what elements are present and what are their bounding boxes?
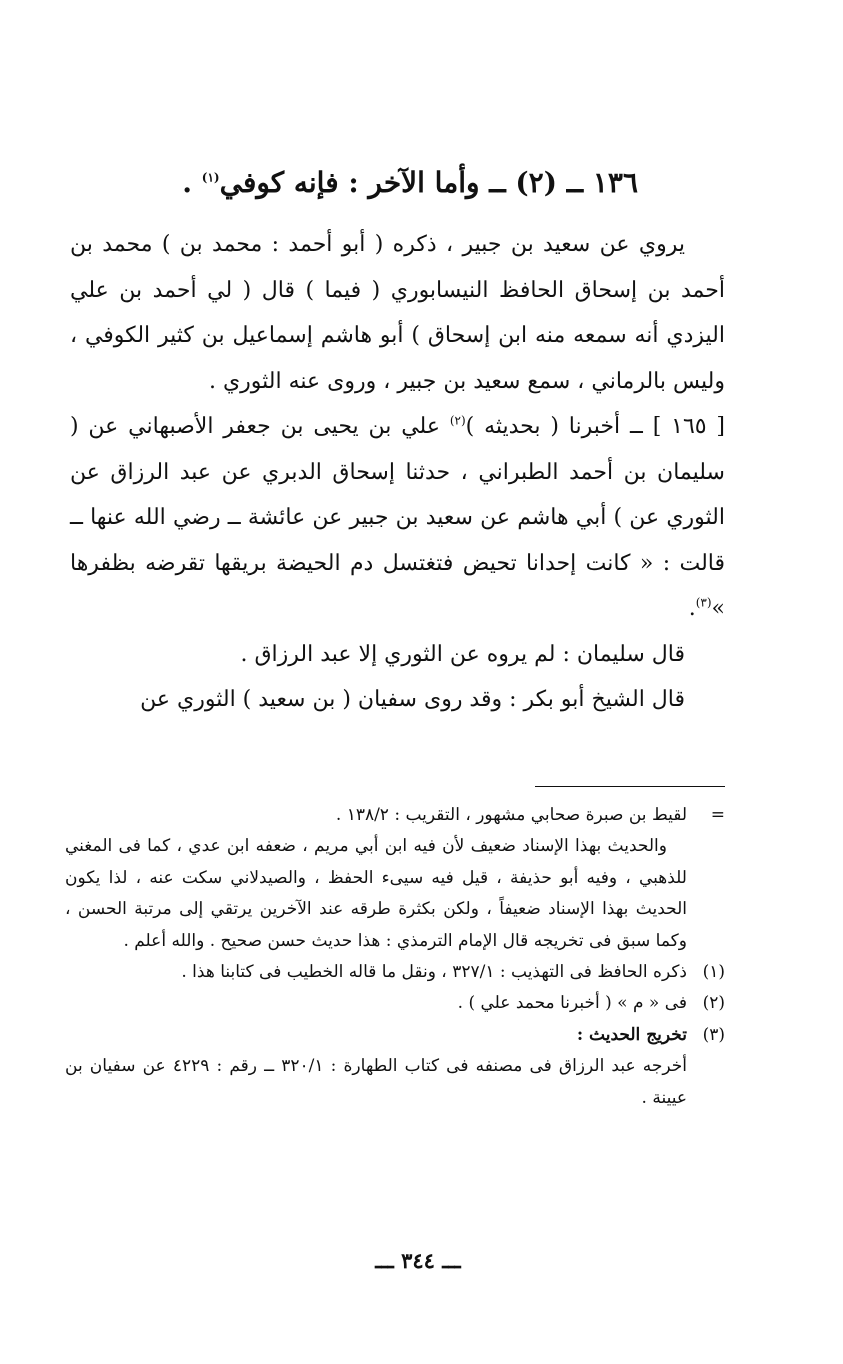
footnote-3 bbox=[65, 1020, 725, 1051]
footnote-3-takhrij: أخرجه عبد الرزاق فى مصنفه فى كتاب الطهارة : ٣٢٠/١ ــ رقم : ٤٢٢٩ عن سفيان بن عيينة . bbox=[65, 1056, 687, 1108]
paragraph-hadith bbox=[70, 404, 725, 632]
footnote-1 bbox=[65, 957, 725, 988]
footnote-1-text: ذكره الحافظ فى التهذيب : ٣٢٧/١ ، ونقل ما قاله الخطيب فى كتابنا هذا . bbox=[181, 962, 687, 983]
hadith-end: . bbox=[688, 596, 696, 621]
footnote-ref-3: (٣) bbox=[695, 595, 712, 610]
footnotes bbox=[65, 800, 725, 1114]
paragraph-sulayman: قال سليمان : لم يروه عن الثوري إلا عبد الرزاق . bbox=[240, 641, 685, 667]
footnote-3-title: تخريج الحديث : bbox=[576, 1024, 687, 1045]
footnote-2-text: فى « م » ( أخبرنا محمد علي ) . bbox=[457, 993, 687, 1014]
footnote-ref-2: (٢) bbox=[449, 413, 466, 428]
continuation-mark: = bbox=[710, 805, 725, 825]
heading-end: . bbox=[182, 166, 202, 199]
hadith-intro: [ ١٦٥ ] ــ أخبرنا ( بحديثه ) bbox=[465, 414, 726, 439]
footnote-2 bbox=[65, 988, 725, 1019]
footnote-ref-1: (١) bbox=[201, 170, 220, 185]
heading-text: ١٣٦ ــ (٢) ــ وأما الآخر : فإنه كوفي bbox=[219, 166, 638, 199]
footnote-1-mark: (١) bbox=[702, 962, 725, 983]
main-text bbox=[70, 222, 725, 723]
paragraph-narrator-bio: يروي عن سعيد بن جبير ، ذكره ( أبو أحمد : محمد بن ) محمد بن أحمد بن إسحاق الحافظ النيسابوري ( فيما ) قال ( لي أحمد بن علي اليزدي أنه سمعه منه ابن إسحاق ) أبو هاشم إسماعيل بن كثير الكوفي ، وليس بالرماني ، سمع سعيد بن جبير ، وروى عنه الثوري . bbox=[70, 232, 725, 394]
hadith-text: علي بن يحيى بن جعفر الأصبهاني عن ( سليمان بن أحمد الطبراني ، حدثنا إسحاق الدبري عن عبد الرزاق عن الثوري عن ) أبي هاشم عن سعيد بن جبير عن عائشة ــ رضي الله عنها ــ قالت : « كانت إحدانا تحيض فتغتسل دم الحيضة بريقها تقرضه بظفرها » bbox=[70, 414, 725, 621]
footnote-2-mark: (٢) bbox=[702, 993, 725, 1014]
footnote-commentary: والحديث بهذا الإسناد ضعيف لأن فيه ابن أبي مريم ، ضعفه ابن عدي ، كما فى المغني للذهبي ، وفيه أبو حذيفة ، قيل فيه سيىء الحفظ ، والصيدلاني سكت عنه ، لذا يكون الحديث بهذا الإسناد ضعيفاً ، ولكن بكثرة طرقه عند الآخرين يرتقي إلى مرتبة الحسن ، وكما سبق فى تخريجه قال الإمام الترمذي : هذا حديث حسن صحيح . والله أعلم . bbox=[65, 836, 687, 951]
page-number: ـــ ٣٤٤ ـــ bbox=[375, 1248, 461, 1273]
paragraph-abu-bakr: قال الشيخ أبو بكر : وقد روى سفيان ( بن سعيد ) الثوري عن bbox=[140, 687, 685, 712]
footnote-continued-text: لقيط بن صبرة صحابي مشهور ، التقريب : ١٣٨/٢ . bbox=[335, 805, 687, 825]
section-heading bbox=[182, 166, 638, 199]
footnote-continued bbox=[65, 800, 725, 831]
footnote-3-mark: (٣) bbox=[702, 1024, 725, 1045]
footnote-divider bbox=[535, 786, 725, 787]
